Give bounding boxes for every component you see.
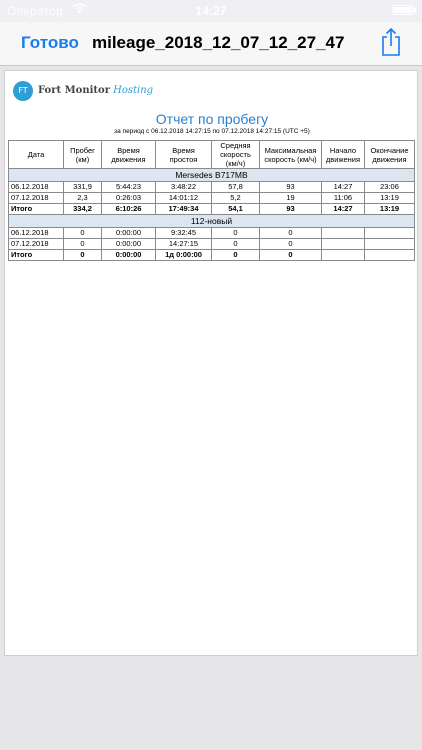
column-header: Пробег (км) bbox=[64, 141, 102, 169]
total-row bbox=[9, 250, 415, 261]
logo-brand: Fort Monitor bbox=[38, 85, 110, 96]
table-cell: 14:27 bbox=[322, 204, 365, 215]
table-cell: 0 bbox=[212, 250, 260, 261]
table-cell bbox=[365, 239, 415, 250]
column-header: Дата bbox=[9, 141, 64, 169]
column-header: Время движения bbox=[102, 141, 156, 169]
table-cell bbox=[365, 228, 415, 239]
column-header: Начало движения bbox=[322, 141, 365, 169]
status-bar bbox=[0, 0, 422, 22]
table-cell: 13:19 bbox=[365, 193, 415, 204]
column-header: Средняя скорость (км/ч) bbox=[212, 141, 260, 169]
table-cell bbox=[365, 250, 415, 261]
table-cell: 6:10:26 bbox=[102, 204, 156, 215]
table-cell: 19 bbox=[260, 193, 322, 204]
table-cell: 0:00:00 bbox=[102, 228, 156, 239]
table-cell bbox=[322, 239, 365, 250]
table-cell: 0 bbox=[64, 228, 102, 239]
table-row bbox=[9, 193, 415, 204]
table-cell: 0 bbox=[260, 239, 322, 250]
table-cell: 07.12.2018 bbox=[9, 193, 64, 204]
carrier-label: Оператор bbox=[7, 4, 63, 18]
table-cell: 0:26:03 bbox=[102, 193, 156, 204]
table-cell: 14:01:12 bbox=[156, 193, 212, 204]
table-cell: 13:19 bbox=[365, 204, 415, 215]
table-cell: 5:44:23 bbox=[102, 182, 156, 193]
table-cell: 54,1 bbox=[212, 204, 260, 215]
group-header-row bbox=[9, 215, 415, 228]
mileage-table bbox=[8, 140, 415, 261]
table-cell: 06.12.2018 bbox=[9, 182, 64, 193]
report-period: за период с 06.12.2018 14:27:15 по 07.12.2018 14:27:15 (UTC +5) bbox=[114, 128, 310, 135]
table-cell: 14:27 bbox=[322, 182, 365, 193]
status-time: 14:27 bbox=[195, 4, 227, 18]
vehicle-name: 112-новый bbox=[9, 215, 415, 228]
logo-mark: FT bbox=[13, 81, 33, 101]
battery-icon bbox=[392, 5, 414, 15]
table-cell: 0 bbox=[260, 228, 322, 239]
table-cell: 0:00:00 bbox=[102, 250, 156, 261]
table-cell: 0 bbox=[64, 239, 102, 250]
share-icon[interactable] bbox=[380, 27, 402, 57]
group-header-row bbox=[9, 169, 415, 182]
table-cell: 1д 0:00:00 bbox=[156, 250, 212, 261]
table-cell: Итого bbox=[9, 250, 64, 261]
document-title: mileage_2018_12_07_12_27_47 bbox=[92, 33, 345, 52]
table-cell: 93 bbox=[260, 204, 322, 215]
table-cell: 0 bbox=[212, 239, 260, 250]
report-title: Отчет по пробегу bbox=[155, 111, 269, 127]
table-cell: 07.12.2018 bbox=[9, 239, 64, 250]
logo-suffix: Hosting bbox=[113, 85, 154, 96]
column-header: Время простоя bbox=[156, 141, 212, 169]
table-cell: 06.12.2018 bbox=[9, 228, 64, 239]
table-cell: 5,2 bbox=[212, 193, 260, 204]
table-cell: 17:49:34 bbox=[156, 204, 212, 215]
table-cell bbox=[322, 250, 365, 261]
table-cell: 334,2 bbox=[64, 204, 102, 215]
report-page bbox=[4, 70, 418, 656]
table-cell bbox=[322, 228, 365, 239]
table-cell: 0 bbox=[212, 228, 260, 239]
table-row bbox=[9, 182, 415, 193]
table-cell: 0:00:00 bbox=[102, 239, 156, 250]
table-cell: 331,9 bbox=[64, 182, 102, 193]
table-cell: 11:06 bbox=[322, 193, 365, 204]
table-cell: 0 bbox=[260, 250, 322, 261]
document-viewer[interactable] bbox=[0, 66, 422, 750]
table-header-row bbox=[9, 141, 415, 169]
column-header: Максимальная скорость (км/ч) bbox=[260, 141, 322, 169]
table-cell: 14:27:15 bbox=[156, 239, 212, 250]
table-cell: 23:06 bbox=[365, 182, 415, 193]
vehicle-name: Mersedes B717MB bbox=[9, 169, 415, 182]
total-row bbox=[9, 204, 415, 215]
done-button[interactable]: Готово bbox=[21, 33, 79, 52]
table-cell: 9:32:45 bbox=[156, 228, 212, 239]
logo-name bbox=[38, 85, 153, 96]
table-row bbox=[9, 239, 415, 250]
table-cell: 2,3 bbox=[64, 193, 102, 204]
table-cell: 57,8 bbox=[212, 182, 260, 193]
table-row bbox=[9, 228, 415, 239]
table-cell: 93 bbox=[260, 182, 322, 193]
table-cell: Итого bbox=[9, 204, 64, 215]
table-cell: 0 bbox=[64, 250, 102, 261]
table-cell: 3:48:22 bbox=[156, 182, 212, 193]
navigation-bar bbox=[0, 22, 422, 66]
column-header: Окончание движения bbox=[365, 141, 415, 169]
